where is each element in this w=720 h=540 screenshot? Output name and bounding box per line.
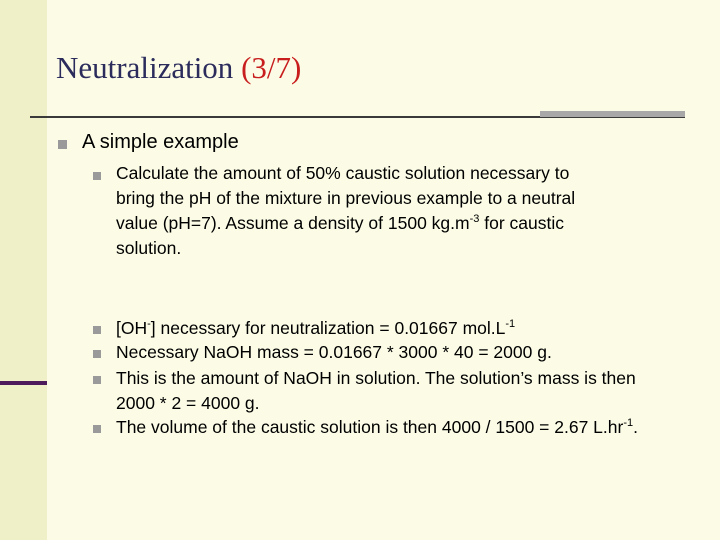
title-main: Neutralization: [56, 50, 234, 85]
step-2: Necessary NaOH mass = 0.01667 * 3000 * 40 = 2000 g.: [116, 342, 552, 362]
square-bullet-icon: [93, 350, 101, 358]
intro-paragraph: [116, 161, 575, 261]
intro-line-3: [116, 211, 575, 236]
square-bullet-icon: [58, 140, 67, 149]
intro-line-3-superscript: -3: [469, 213, 480, 225]
step-1-superscript: -: [147, 318, 151, 330]
step-4: [116, 415, 638, 440]
left-decor-band: [0, 0, 47, 540]
step-1-text: ] necessary for neutralization = 0.01667 mol.L: [150, 318, 506, 338]
square-bullet-icon: [93, 172, 101, 180]
square-bullet-icon: [93, 326, 101, 334]
step-1-unit-superscript: -1: [505, 318, 516, 330]
step-1: [116, 316, 515, 341]
step-3-line-1: This is the amount of NaOH in solution. The solution’s mass is then: [116, 368, 636, 388]
left-decor-rule: [0, 381, 47, 385]
step-4-superscript: -1: [623, 417, 634, 429]
level1-heading: A simple example: [82, 131, 239, 153]
step-3-line-2: 2000 * 2 = 4000 g.: [116, 393, 260, 413]
step-3: [116, 366, 636, 416]
intro-line-3-end: for caustic: [479, 213, 564, 233]
intro-line-4: solution.: [116, 238, 182, 258]
square-bullet-icon: [93, 425, 101, 433]
title-divider-accent: [540, 111, 685, 117]
intro-line-1: Calculate the amount of 50% caustic solution necessary to: [116, 163, 570, 183]
title-part-number: (3/7): [241, 50, 302, 85]
step-4-text: The volume of the caustic solution is then 4000 / 1500 = 2.67 L.hr: [116, 417, 624, 437]
intro-line-3-text: value (pH=7). Assume a density of 1500 kg.m: [116, 213, 470, 233]
step-1-start: [OH: [116, 318, 148, 338]
intro-line-2: bring the pH of the mixture in previous example to a neutral: [116, 188, 576, 208]
square-bullet-icon: [93, 376, 101, 384]
step-4-end: .: [633, 417, 638, 437]
slide-title: [56, 50, 301, 86]
